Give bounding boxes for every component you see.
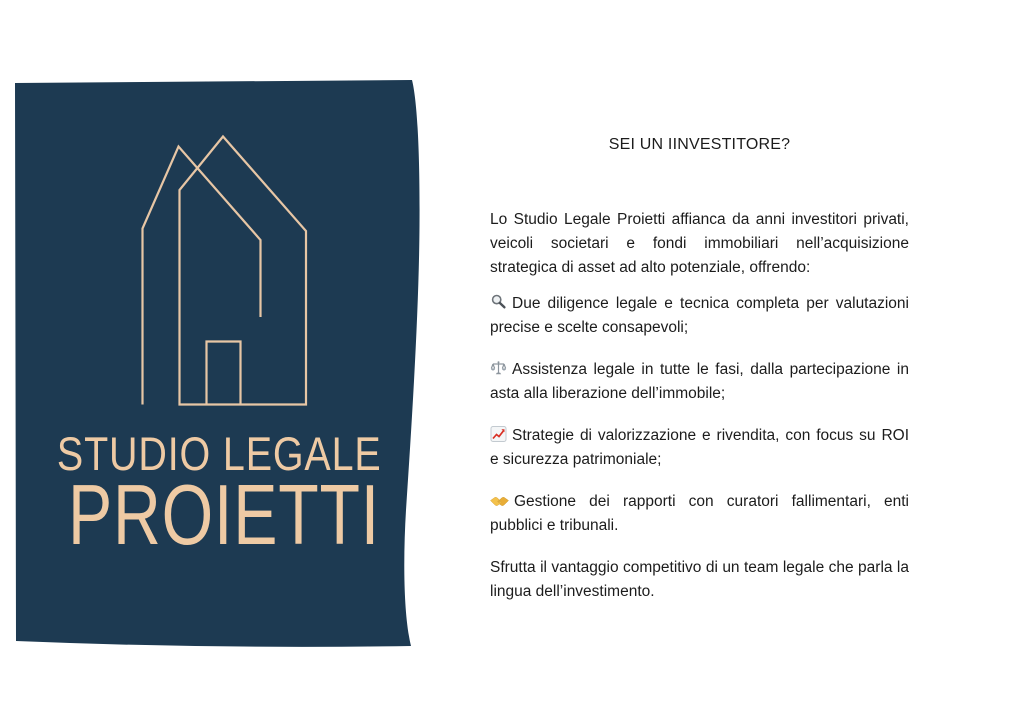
page-title: SEI UN IINVESTITORE? [608,136,791,153]
intro-paragraph: Lo Studio Legale Proietti affianca da anni investitori privati, veicoli societari e fondi immobiliari nell’acquisizione strategica di asset ad alto potenziale, offrendo: [490,211,909,276]
bullet-text: Gestione dei rapporti con curatori fallimentari, enti pubblici e tribunali. [490,493,909,534]
magnifying-glass-icon [490,294,507,310]
bullet-gestione-rapporti [490,490,909,538]
chart-increasing-icon [490,426,507,442]
content-column [490,0,909,724]
bullet-text: Due diligence legale e tecnica completa per valutazioni precise e scelte consapevoli; [490,295,909,336]
handshake-icon [490,494,509,508]
bullet-text: Strategie di valorizzazione e rivendita, con focus su ROI e sicurezza patrimoniale; [490,427,909,468]
bullet-due-diligence [490,292,909,340]
brand-name-line1-text: STUDIO LEGALE [56,427,382,480]
bullet-assistenza-legale [490,358,909,406]
brand-name-line2-text: PROIETTI [67,468,380,563]
brand-name-line2 [24,468,414,563]
bullet-text: Assistenza legale in tutte le fasi, dalla partecipazione in asta alla liberazione dell’immobile; [490,361,909,402]
brand-panel [0,0,440,724]
bullet-strategie [490,424,909,472]
outro-paragraph: Sfrutta il vantaggio competitivo di un team legale che parla la lingua dell’investimento. [490,559,909,600]
balance-scale-icon [490,360,507,376]
